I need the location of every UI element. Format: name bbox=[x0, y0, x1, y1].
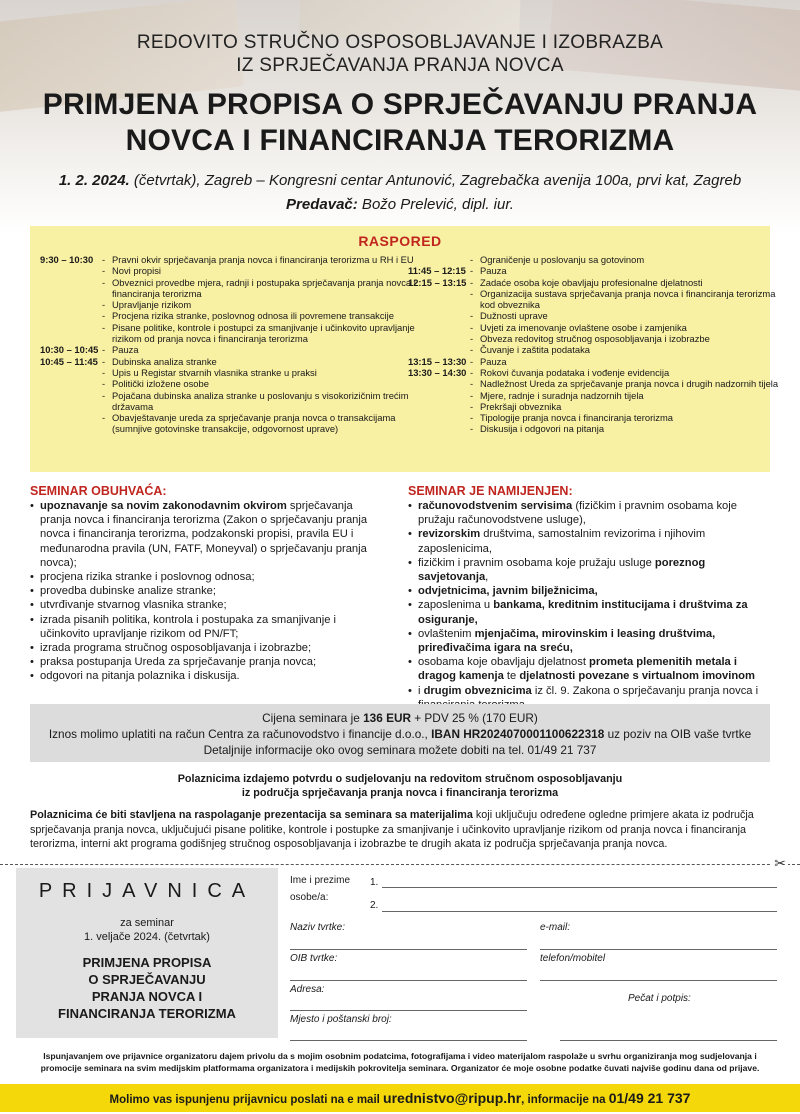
name-field-1[interactable] bbox=[382, 887, 777, 888]
form-for-seminar: za seminar bbox=[120, 917, 174, 929]
schedule-item-line: - Diskusija i odgovori na pitanja bbox=[480, 423, 605, 435]
schedule-row bbox=[40, 265, 400, 276]
oib-label: OIB tvrtke: bbox=[290, 953, 338, 964]
list-item-text: iz čl. 9. Zakona o sprječavanju pranja novca i bbox=[534, 684, 759, 697]
schedule-row bbox=[40, 254, 414, 265]
email-label: e-mail: bbox=[540, 922, 571, 933]
footer-email-link[interactable]: urednistvo@ripup.hr bbox=[383, 1090, 522, 1106]
list-item-text: (fizičkim i pravnim osobama koje pružaju računovodstvene usluge), bbox=[418, 500, 737, 527]
schedule-item bbox=[470, 333, 800, 344]
schedule-row bbox=[40, 389, 409, 413]
schedule-item-line: - Tipologije pranja novca i financiranja terorizma bbox=[480, 412, 673, 424]
form-title-line: O SPRJEČAVANJU bbox=[88, 972, 206, 987]
schedule-item-line: - Dubinska analiza stranke bbox=[112, 355, 217, 367]
schedule-row bbox=[408, 265, 768, 276]
schedule-item-line: rizikom od pranja novca i financiranja terorizma bbox=[112, 333, 308, 345]
list-item-text: ovlaštenim bbox=[418, 627, 475, 640]
schedule-item-line: - Zadaće osoba koje obavljaju profesionalne djelatnosti bbox=[480, 276, 703, 288]
schedule-row bbox=[408, 356, 768, 367]
schedule-row bbox=[40, 344, 400, 355]
stamp-label: Pečat i potpis: bbox=[628, 993, 691, 1004]
lecturer bbox=[0, 196, 800, 213]
schedule-row bbox=[40, 378, 400, 389]
schedule-item-line: - Pauza bbox=[480, 355, 507, 367]
schedule-time: 13:15 – 13:30 bbox=[408, 355, 467, 367]
schedule-item-line: - Organizacija sustava sprječavanja pranja novca i financiranja terorizma bbox=[480, 287, 776, 299]
schedule-item-line: - Politički izložene osobe bbox=[112, 378, 209, 390]
price-vat: + PDV 25 % (170 EUR) bbox=[410, 711, 538, 725]
form-title-line: FINANCIRANJA TERORIZMA bbox=[58, 1006, 236, 1021]
schedule-item-line: - Rokovi čuvanja podataka i vođenje evidencija bbox=[480, 366, 670, 378]
name-label: Ime i prezime bbox=[290, 875, 351, 886]
schedule-item-line: - Nadležnost Ureda za sprječavanje pranja novca i drugih nadzornih tijela bbox=[480, 378, 779, 390]
schedule-row bbox=[408, 322, 768, 333]
list-item-bold: djelatnosti povezane s virtualnom imovinom bbox=[519, 670, 755, 683]
list-item-text: zaposlenima u bbox=[418, 599, 494, 612]
footer-text: Molimo vas ispunjenu prijavnicu poslati na e mail bbox=[109, 1094, 384, 1106]
schedule-row bbox=[40, 299, 400, 310]
certificate-line: iz područja sprječavanja pranja novca i financiranja terorizma bbox=[241, 787, 559, 799]
materials-text: koji uključuju određene ogledne primjere akata iz područja sprječavanja pranja novca, uključujući pisane politike, kontrole i postupke za smanjivanje i učinkovito upravljanje rizikom od pranja novca i financiranja terorizma, interni akt programa godišnjeg stručnog osposobljavanja i izobrazbe te drugih akata iz područja sprječavanja pranja novca. bbox=[30, 809, 754, 851]
consent-line: promocije seminara na svim medijskim platformama organizatora i medijskih pokrovitelja seminara. Organizator će moje osobne podatke čuvati najviše godinu dana od prijave. bbox=[40, 1063, 760, 1073]
schedule-item-line: - Obveza redovitog stručnog osposobljavanja i izobrazbe bbox=[480, 333, 710, 345]
schedule-item-line: - Dužnosti uprave bbox=[480, 310, 548, 322]
list-item bbox=[408, 584, 770, 598]
schedule-heading: RASPORED bbox=[358, 233, 442, 249]
list-item-text: , bbox=[485, 571, 489, 584]
schedule-item-line: (sumnjive gotovinske transakcije, odgovornost uprave) bbox=[112, 423, 339, 435]
list-item bbox=[408, 527, 770, 555]
form-date: 1. veljače 2024. (četvrtak) bbox=[84, 931, 210, 943]
form-title-line: PRANJA NOVCA I bbox=[91, 989, 203, 1004]
list-item bbox=[408, 655, 770, 683]
schedule-row bbox=[408, 277, 768, 288]
schedule-item-line: - Novi propisi bbox=[112, 265, 161, 277]
schedule-time: 12:15 – 13:15 bbox=[408, 276, 467, 288]
schedule-time: 13:30 – 14:30 bbox=[408, 366, 467, 378]
form-title-line: PRIMJENA PROPISA bbox=[82, 955, 212, 970]
schedule-row bbox=[408, 287, 776, 311]
schedule-right-column bbox=[408, 254, 779, 435]
schedule-item-line: - Pravni okvir sprječavanja pranja novca i financiranja terorizma u RH i EU bbox=[112, 254, 414, 265]
list-item bbox=[30, 669, 385, 683]
schedule-row bbox=[40, 321, 415, 345]
schedule-row bbox=[408, 344, 768, 355]
schedule-item-line: - Upravljanje rizikom bbox=[112, 299, 192, 311]
footer-bar bbox=[0, 1084, 800, 1112]
schedule-item bbox=[470, 356, 800, 367]
schedule-box bbox=[30, 226, 779, 472]
company-field[interactable] bbox=[290, 949, 527, 950]
price-amount: 136 EUR bbox=[363, 711, 411, 725]
list-item bbox=[408, 627, 770, 655]
covers-list bbox=[30, 499, 385, 684]
payment-reference: uz poziv na OIB vaše tvrtke bbox=[604, 727, 752, 741]
city-label: Mjesto i poštanski broj: bbox=[290, 1014, 392, 1025]
list-item-bold: poreznog savjetovanja bbox=[418, 556, 706, 584]
schedule-row bbox=[408, 412, 768, 423]
list-item-text: izrada pisanih politika, kontrola i postupaka za smanjivanje i učinkovito upravljanje rizikom od PN/FT; bbox=[40, 613, 337, 640]
schedule-row bbox=[408, 333, 768, 344]
list-item-text: društvima, samostalnim revizorima i njihovim zaposlenicima, bbox=[418, 528, 706, 555]
schedule-item bbox=[470, 322, 800, 333]
schedule-item bbox=[470, 367, 800, 378]
schedule-row bbox=[40, 310, 400, 321]
schedule-item-line: - Procjena rizika stranke, poslovnog odnosa ili povremene transakcije bbox=[112, 310, 394, 322]
schedule-time: 9:30 – 10:30 bbox=[40, 254, 94, 265]
certificate-note bbox=[0, 772, 800, 800]
list-item bbox=[30, 570, 385, 584]
schedule-item bbox=[470, 277, 800, 288]
schedule-item bbox=[470, 423, 800, 434]
page-title: PRIMJENA PROPISA O SPRJEČAVANJU PRANJA bbox=[42, 88, 758, 121]
schedule-row bbox=[408, 390, 768, 401]
event-location: (četvrtak), Zagreb – Kongresni centar Antunović, Zagrebačka avenija 100a, prvi kat, Zagreb bbox=[129, 172, 742, 189]
scissors-icon: ✂ bbox=[774, 855, 786, 871]
schedule-item bbox=[470, 390, 800, 401]
oib-field[interactable] bbox=[290, 980, 527, 981]
price-line bbox=[30, 710, 770, 726]
schedule-item-line: - Pauza bbox=[112, 344, 139, 356]
lecturer-name: Božo Prelević, dipl. iur. bbox=[357, 196, 514, 213]
schedule-item bbox=[470, 378, 800, 389]
schedule-item-line: - Pisane politike, kontrole i postupci za smanjivanje i učinkovito upravljanje bbox=[112, 321, 415, 333]
materials-paragraph bbox=[30, 808, 770, 852]
audience-heading: SEMINAR JE NAMIJENJEN: bbox=[408, 484, 573, 498]
subtitle-line: REDOVITO STRUČNO OSPOSOBLJAVANJE I IZOBRAZBA bbox=[136, 32, 664, 53]
phone-label: telefon/mobitel bbox=[540, 953, 606, 964]
schedule-item-line: - Čuvanje i zaštita podataka bbox=[480, 344, 590, 356]
event-date: 1. 2. 2024. bbox=[58, 172, 130, 189]
event-date-location bbox=[0, 172, 800, 189]
schedule-item-line: - Pojačana dubinska analiza stranke u poslovanju s visokorizičnim trećim bbox=[112, 389, 409, 401]
schedule-row bbox=[408, 310, 768, 321]
name-field-2[interactable] bbox=[382, 911, 777, 912]
schedule-item-line: kod obveznika bbox=[480, 299, 540, 311]
list-item-bold: mjenjačima, mirovinskim i leasing društvima, priređivačima igara na sreću, bbox=[418, 627, 716, 655]
list-item-text: izrada programa stručnog osposobljavanja i izobrazbe; bbox=[40, 642, 312, 655]
phone-field[interactable] bbox=[540, 980, 777, 981]
schedule-item-line: - Upis u Registar stvarnih vlasnika stranke u praksi bbox=[112, 366, 317, 378]
list-item-text: te bbox=[503, 670, 520, 683]
name-number: 2. bbox=[370, 900, 379, 911]
schedule-time: 11:45 – 12:15 bbox=[408, 265, 466, 277]
schedule-row bbox=[408, 254, 768, 265]
list-item-text: osobama koje obavljaju djelatnost bbox=[418, 656, 590, 669]
company-label: Naziv tvrtke: bbox=[290, 922, 346, 933]
price-text: Cijena seminara je bbox=[262, 711, 364, 725]
schedule-item bbox=[470, 310, 800, 321]
city-field[interactable] bbox=[290, 1040, 527, 1041]
schedule-item bbox=[470, 288, 800, 311]
consent-line: Ispunjavanjem ove prijavnice organizatoru dajem privolu da s mojim osobnim podatcima, fotografijama i video materijalom raspolaže u svrhu organiziranja mog sudjelovanja i bbox=[43, 1051, 757, 1061]
schedule-item bbox=[470, 254, 800, 265]
list-item bbox=[30, 655, 385, 669]
schedule-item-line: - Ograničenje u poslovanju sa gotovinom bbox=[480, 254, 645, 265]
email-field[interactable] bbox=[540, 949, 777, 950]
page-title: NOVCA I FINANCIRANJA TERORIZMA bbox=[125, 124, 675, 157]
list-item-text: sprječavanja pranja novca i financiranja terorizma (Zakon o sprječavanju pranja novca i financiranja terorizma, podzakonski propisi, pravila EU i međunarodna pravila (UN, FATF, Moneyval) o sprječavanju pranja novca); bbox=[40, 500, 368, 569]
info-line: Detaljnije informacije oko ovog seminara možete dobiti na tel. 01/49 21 737 bbox=[203, 743, 597, 757]
list-item-text: utvrđivanje stvarnog vlasnika stranke; bbox=[40, 599, 227, 612]
name-number: 1. bbox=[370, 877, 379, 888]
schedule-row bbox=[40, 367, 400, 378]
schedule-item-line: - Pauza bbox=[480, 265, 507, 277]
list-item bbox=[30, 641, 385, 655]
list-item-text: procjena rizika stranke i poslovnog odnosa; bbox=[40, 571, 255, 584]
list-item-text: i bbox=[418, 684, 424, 697]
list-item bbox=[408, 499, 770, 527]
form-heading: PRIJAVNICA bbox=[38, 880, 256, 902]
materials-bold: Polaznicima će biti stavljena na raspolaganje prezentacija sa seminara sa materijalima bbox=[30, 809, 473, 821]
list-item-text: odgovori na pitanja polaznika i diskusija. bbox=[40, 670, 240, 683]
payment-text: Iznos molimo uplatiti na račun Centra za računovodstvo i financije d.o.o., bbox=[48, 727, 432, 741]
list-item-bold: drugim obveznicima bbox=[423, 684, 532, 697]
schedule-row bbox=[40, 412, 400, 435]
list-item-text: provedba dubinske analize stranke; bbox=[40, 585, 217, 598]
certificate-line: Polaznicima izdajemo potvrdu o sudjelovanju na redovitom stručnom osposobljavanju bbox=[177, 773, 623, 785]
list-item-bold: revizorskim bbox=[418, 528, 481, 541]
signature-field[interactable] bbox=[560, 1040, 777, 1041]
schedule-time: 10:45 – 11:45 bbox=[40, 355, 98, 367]
schedule-item-line: - Obveznici provedbe mjera, radnji i postupaka sprječavanja pranja novca i bbox=[112, 276, 416, 288]
iban: IBAN HR2024070001100622318 bbox=[431, 727, 605, 741]
schedule-row bbox=[408, 423, 768, 434]
list-item-bold: prometa plemenitih metala i dragog kamenja bbox=[418, 656, 737, 683]
list-item bbox=[30, 598, 385, 612]
schedule-row bbox=[40, 276, 416, 300]
schedule-item-line: financiranja terorizma bbox=[112, 287, 202, 299]
covers-heading: SEMINAR OBUHVAĆA: bbox=[30, 484, 167, 498]
footer-phone: 01/49 21 737 bbox=[608, 1090, 691, 1106]
schedule-item bbox=[470, 401, 800, 412]
list-item-bold: računovodstvenim servisima bbox=[418, 500, 573, 512]
lecturer-label: Predavač: bbox=[286, 196, 358, 213]
schedule-row bbox=[408, 367, 768, 378]
schedule-item-line: - Obavještavanje ureda za sprječavanje pranja novca o transakcijama bbox=[112, 412, 396, 424]
list-item-bold: bankama, kreditnim institucijama i društvima za osiguranje, bbox=[418, 599, 748, 626]
list-item bbox=[408, 598, 770, 626]
schedule-item-line: - Prekršaji obveznika bbox=[480, 400, 562, 412]
schedule-item bbox=[470, 412, 800, 423]
list-item-bold: odvjetnicima, javnim bilježnicima, bbox=[418, 585, 598, 598]
schedule-left-column bbox=[40, 254, 416, 435]
schedule-item-line: državama bbox=[112, 400, 154, 412]
audience-list bbox=[408, 499, 770, 712]
list-item bbox=[30, 584, 385, 598]
list-item-text: fizičkim i pravnim osobama koje pružaju usluge bbox=[418, 556, 655, 569]
list-item bbox=[30, 613, 385, 641]
name-label: osobe/a: bbox=[290, 892, 329, 903]
cut-line bbox=[0, 864, 800, 865]
footer-text: , informacije na bbox=[521, 1094, 609, 1106]
schedule-item bbox=[470, 265, 800, 276]
consent-note bbox=[30, 1050, 770, 1074]
price-box bbox=[30, 704, 770, 762]
schedule-item-line: - Mjere, radnje i suradnja nadzornih tijela bbox=[480, 389, 644, 401]
list-item-text: praksa postupanja Ureda za sprječavanje pranja novca; bbox=[40, 656, 317, 669]
list-item-bold: upoznavanje sa novim zakonodavnim okvirom bbox=[40, 500, 287, 512]
schedule-item-line: - Uvjeti za imenovanje ovlaštene osobe i zamjenika bbox=[480, 321, 687, 333]
address-field[interactable] bbox=[290, 1010, 527, 1011]
subtitle-line: IZ SPRJEČAVANJA PRANJA NOVCA bbox=[236, 55, 564, 76]
schedule-time: 10:30 – 10:45 bbox=[40, 344, 99, 356]
list-item bbox=[30, 499, 385, 570]
schedule-row bbox=[408, 378, 779, 390]
list-item bbox=[408, 556, 770, 584]
schedule-row bbox=[408, 401, 768, 412]
schedule-item bbox=[470, 344, 800, 355]
payment-line bbox=[30, 726, 770, 742]
address-label: Adresa: bbox=[290, 984, 325, 995]
registration-form-header bbox=[16, 868, 278, 1038]
schedule-row bbox=[40, 356, 400, 367]
